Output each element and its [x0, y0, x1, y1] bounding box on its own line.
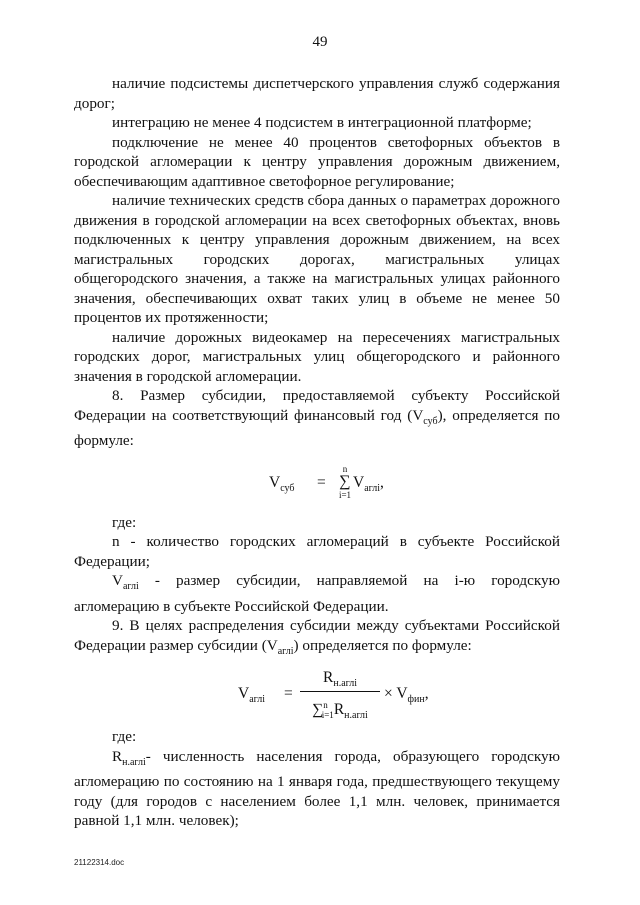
- fraction-bar: [300, 691, 380, 692]
- page-number: 49: [312, 34, 328, 50]
- fraction-numerator: $R_{н.аглi}$: [323, 669, 357, 689]
- formula-subsidy-total: $V_{суб}$ = n ∑ i=1 $V_{аглi}$,: [269, 463, 384, 500]
- where-label-2: где:: [112, 728, 137, 745]
- where-label-1: где:: [112, 513, 137, 531]
- formula1-rhs: $V_{аглi}$,: [353, 473, 384, 494]
- definition-v-agl: $V_{аглi}$ - размер субсидии, направляемой на i-ю городскую агломерацию в субъекте Российской Федерации.: [74, 572, 560, 615]
- paragraph-data-collection: наличие технических средств сбора данных о параметрах дорожного движения в городской агломерации на всех светофорных объектах, вновь подключенных к центру управления дорожным движением, на всех магистральных городских дорогах, магистральных улицах общегородского значения, а также на магистральных улицах районного значения, обеспечивающих охват таких улиц в объеме не менее 50 процентов их протяженности;: [74, 192, 560, 326]
- paragraph-integration: интеграцию не менее 4 подсистем в интеграционной платформе;: [112, 114, 532, 131]
- fraction: [300, 667, 380, 721]
- formula2-lhs: $V_{аглi}$: [238, 685, 266, 705]
- document-body: [74, 74, 560, 831]
- definition-r-agl: $R_{н.аглi}-$ численность населения города, образующего городскую агломерацию по состоянию на 1 января года, предшествующего текущему году (для городов с населением более 1,1 млн. человек, принимается равной 1,1 млн. человек);: [74, 747, 560, 829]
- paragraph-traffic-lights: подключение не менее 40 процентов светофорных объектов в городской агломерации к центру управления дорожным движением, обеспечивающим адаптивное светофорное регулирование;: [74, 133, 560, 190]
- formula2-multiplier: × $V_{фин}$,: [384, 685, 429, 705]
- paragraph-9: 9. В целях распределения субсидии между субъектами Российской Федерации размер субсидии $(V_{аглi})$ определяется по формуле:: [74, 617, 560, 657]
- file-name-footer: 21122314.doc: [74, 858, 125, 867]
- fraction-denominator: $\sum^n_{i=1}R_{н.аглi}$: [312, 700, 368, 721]
- paragraph-dispatch: наличие подсистемы диспетчерского управления служб содержания дорог;: [74, 75, 560, 112]
- paragraph-8: 8. Размер субсидии, предоставляемой субъекту Российской Федерации на соответствующий финансовый год $(V_{суб})$, определяется по формуле:: [74, 387, 560, 449]
- formula-subsidy-agglomeration: $V_{аглi}$ = $R_{н.аглi}$ $\sum^n_{i=1}R_{н.аглi}$ × $V_{фин}$,: [238, 669, 429, 721]
- formula1-lhs: $V_{суб}$: [269, 473, 295, 494]
- sum-sign: n ∑ i=1: [338, 463, 352, 500]
- paragraph-video-cameras: наличие дорожных видеокамер на пересечениях магистральных городских дорог, магистральных улиц общегородского и районного значения в городской агломерации.: [74, 328, 560, 385]
- definition-n: n - количество городских агломераций в субъекте Российской Федерации;: [74, 533, 560, 570]
